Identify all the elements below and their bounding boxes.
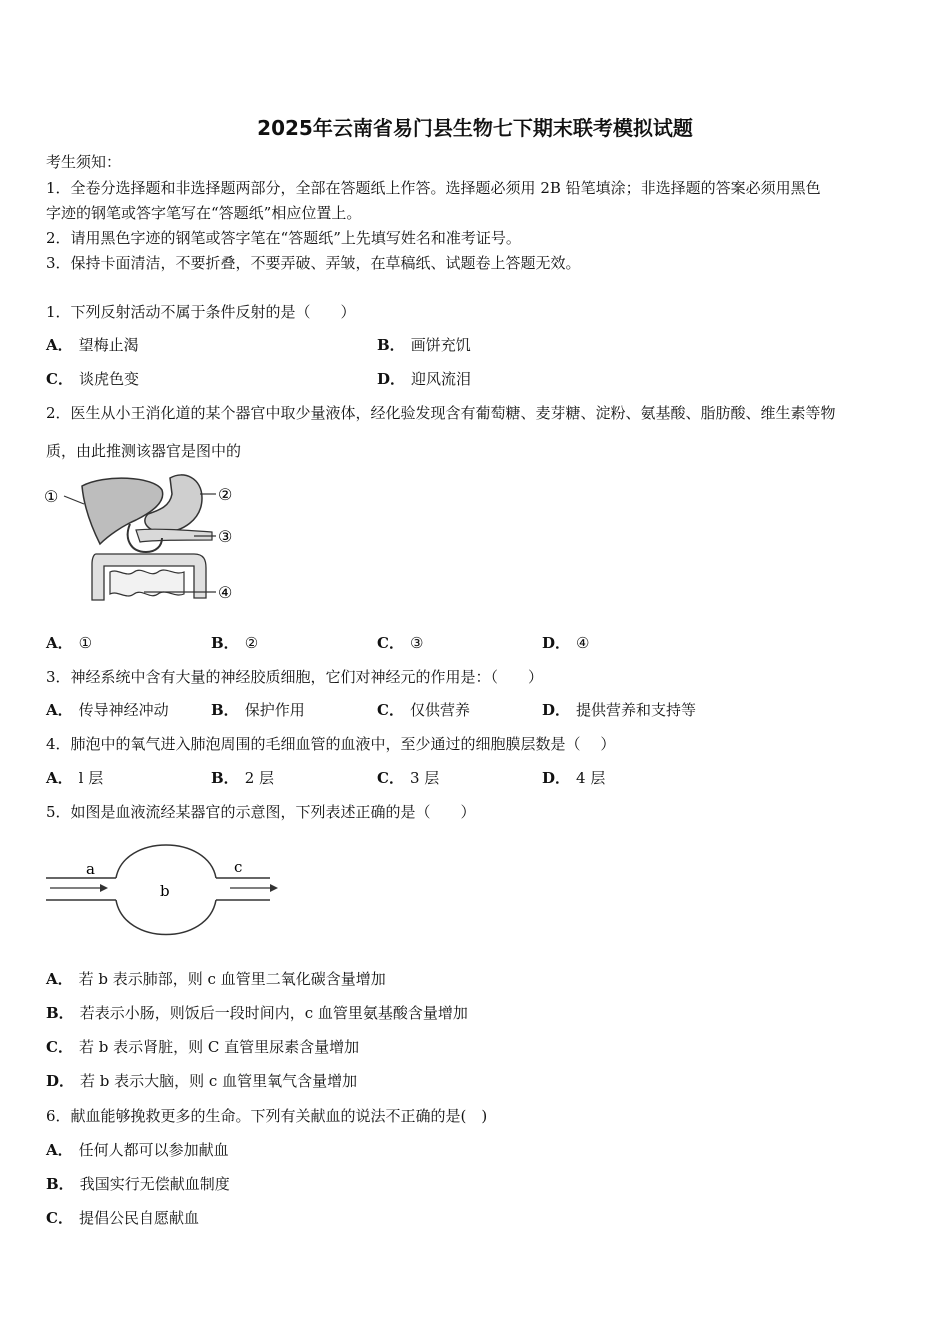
q6-option-b: B． 我国实行无偿献血制度	[46, 1175, 230, 1193]
notice-line-3: 3．保持卡面清洁，不要折叠，不要弄破、弄皱，在草稿纸、试题卷上答题无效。	[46, 254, 581, 272]
fig-label-2: ②	[218, 485, 233, 504]
notice-line-2: 2．请用黑色字迹的钢笔或答字笔在“答题纸”上先填写姓名和准考证号。	[46, 229, 521, 247]
q1-option-b: B． 画饼充饥	[377, 336, 471, 354]
q4-option-c: C． 3 层	[377, 769, 440, 787]
q2-stem-b: 质，由此推测该器官是图中的	[46, 442, 242, 460]
q2-option-d: D． ④	[542, 634, 590, 652]
q3-option-b: B． 保护作用	[211, 701, 305, 719]
notice-line-1a: 1．全卷分选择题和非选择题两部分，全部在答题纸上作答。选择题必须用 2B 铅笔填涂；非选择题的答案必须用黑色	[46, 179, 821, 197]
q4-stem: 4．肺泡中的氧气进入肺泡周围的毛细血管的血液中，至少通过的细胞膜层数是（ ）	[46, 735, 616, 753]
q3-option-d: D． 提供营养和支持等	[542, 701, 697, 719]
notice-heading: 考生须知：	[46, 153, 122, 171]
q1-option-c: C． 谈虎色变	[46, 370, 139, 388]
q2-option-c: C． ③	[377, 634, 424, 652]
q5-option-b: B． 若表示小肠，则饭后一段时间内，c 血管里氨基酸含量增加	[46, 1004, 468, 1022]
fig-label-c: c	[234, 858, 243, 876]
q5-option-a: A． 若 b 表示肺部，则 c 血管里二氧化碳含量增加	[46, 970, 386, 988]
q2-option-a: A． ①	[46, 634, 93, 652]
q5-option-c: C． 若 b 表示肾脏，则 C 直管里尿素含量增加	[46, 1038, 360, 1056]
q2-option-b: B． ②	[211, 634, 259, 652]
q4-option-d: D． 4 层	[542, 769, 606, 787]
fig-label-b: b	[160, 882, 170, 900]
q5-stem: 5．如图是血液流经某器官的示意图，下列表述正确的是（ ）	[46, 803, 476, 821]
q6-option-c: C． 提倡公民自愿献血	[46, 1209, 199, 1227]
q1-option-a: A． 望梅止渴	[46, 336, 139, 354]
q1-stem: 1．下列反射活动不属于条件反射的是（ ）	[46, 303, 356, 321]
q6-stem: 6．献血能够挽救更多的生命。下列有关献血的说法不正确的是( )	[46, 1107, 488, 1125]
fig-label-4: ④	[218, 583, 233, 602]
q3-option-c: C． 仅供营养	[377, 701, 470, 719]
q1-option-d: D． 迎风流泪	[377, 370, 472, 388]
q4-option-b: B． 2 层	[211, 769, 274, 787]
q4-option-a: A． l 层	[46, 769, 104, 787]
q3-stem: 3．神经系统中含有大量的神经胶质细胞，它们对神经元的作用是：（ ）	[46, 668, 544, 686]
page-title: 2025年云南省易门县生物七下期末联考模拟试题	[257, 116, 693, 140]
digestive-system-figure	[44, 468, 244, 608]
fig-label-3: ③	[218, 527, 233, 546]
q6-option-a: A． 任何人都可以参加献血	[46, 1141, 229, 1159]
q5-option-d: D． 若 b 表示大脑，则 c 血管里氧气含量增加	[46, 1072, 358, 1090]
q2-stem-a: 2．医生从小王消化道的某个器官中取少量液体，经化验发现含有葡萄糖、麦芽糖、淀粉、氨基酸、脂肪酸、维生素等物	[46, 404, 836, 422]
q3-option-a: A． 传导神经冲动	[46, 701, 169, 719]
notice-line-1b: 字迹的钢笔或答字笔写在“答题纸”相应位置上。	[46, 204, 362, 222]
blood-flow-organ-figure	[44, 834, 284, 950]
fig-label-1: ①	[44, 487, 59, 506]
fig-label-a: a	[86, 860, 95, 878]
